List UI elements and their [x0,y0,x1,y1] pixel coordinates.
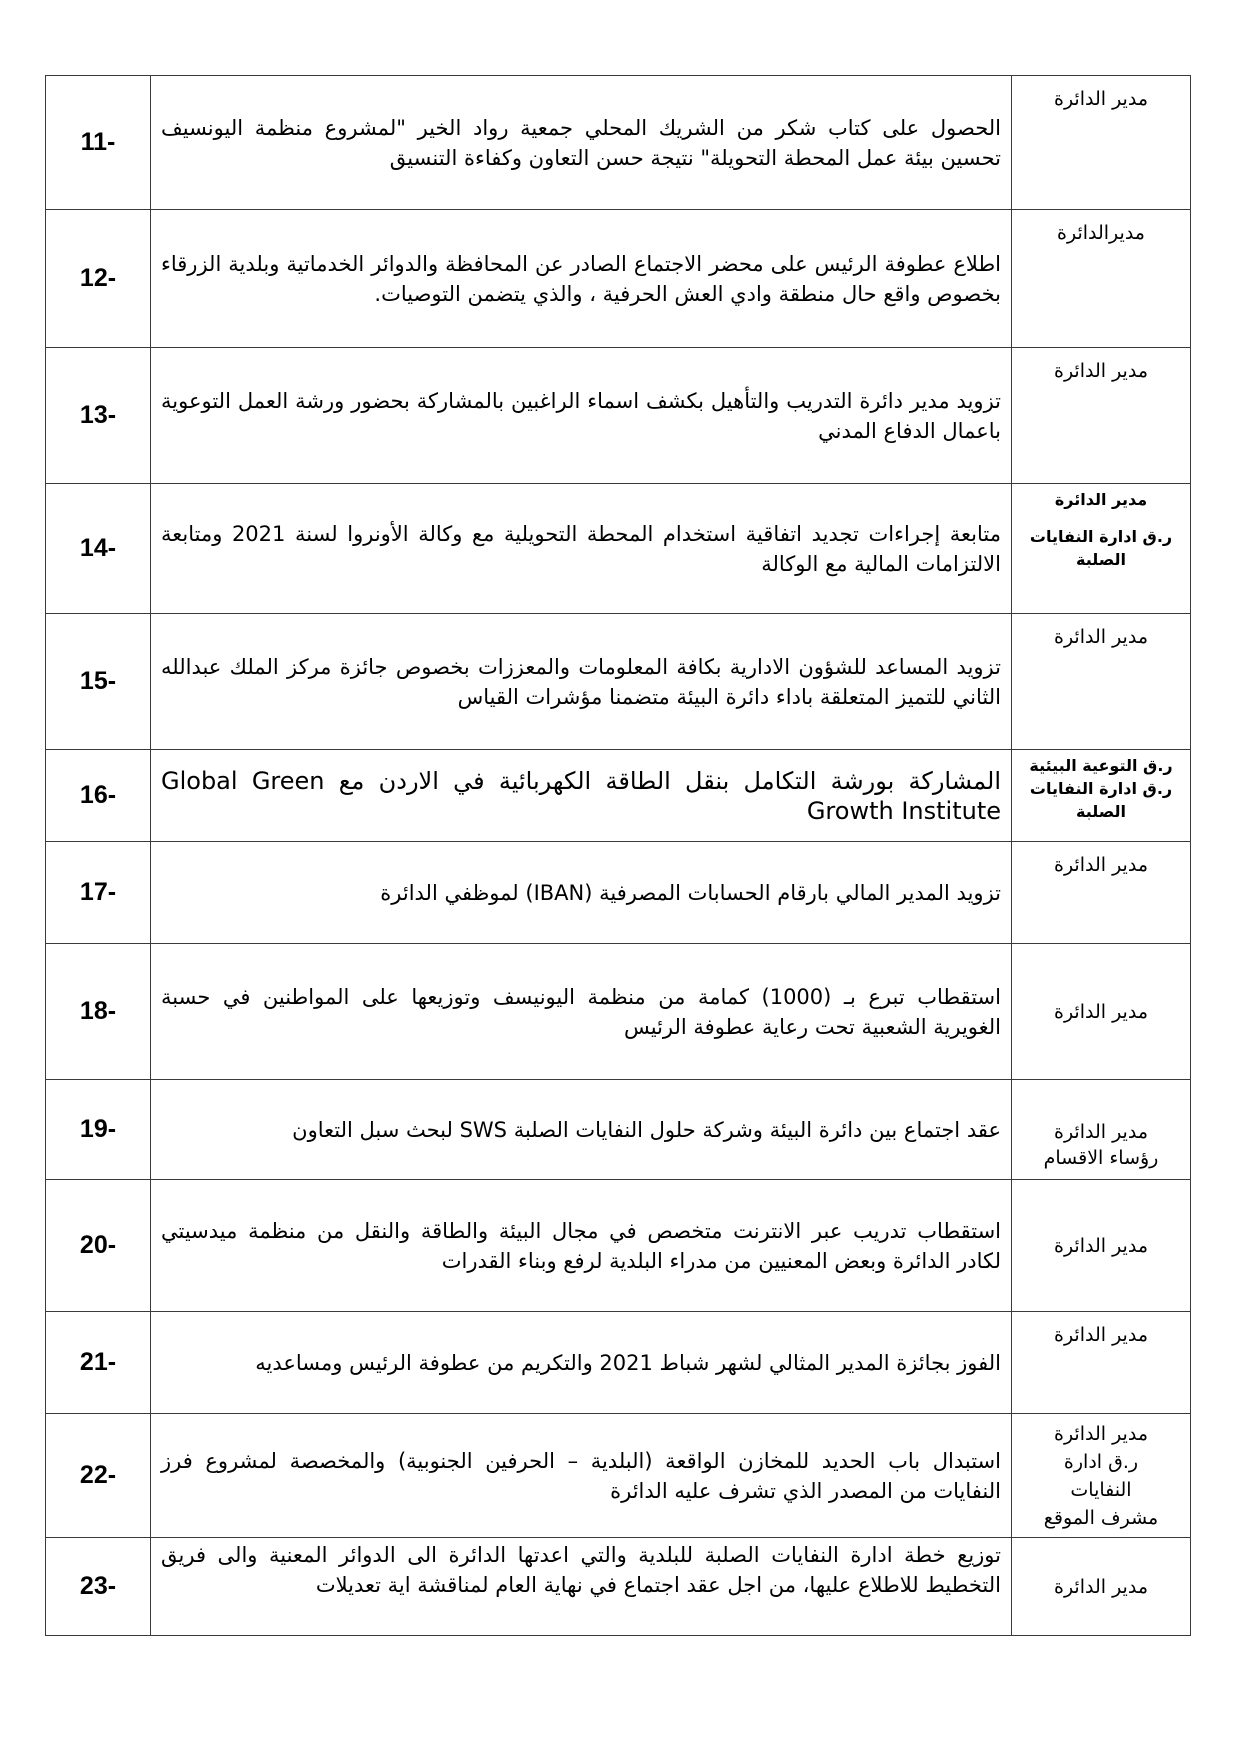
table-row [46,1538,1191,1636]
responsible-line: ر.ق التوعية البيئية [1029,756,1173,775]
row-responsible [1012,944,1191,1080]
row-description: متابعة إجراءات تجديد اتفاقية استخدام المحطة التحويلية مع وكالة الأونروا لسنة 2021 ومتابعة الالتزامات المالية مع الوكالة [151,484,1012,614]
row-responsible [1012,210,1191,348]
row-number: 21- [46,1312,151,1414]
table-row [46,1414,1191,1538]
responsible-line: الصلبة [1075,550,1127,569]
row-description: تزويد مدير دائرة التدريب والتأهيل بكشف اسماء الراغبين بالمشاركة بحضور ورشة العمل التوعوية باعمال الدفاع المدني [151,348,1012,484]
table-row [46,210,1191,348]
responsible-line: النفايات [1070,1479,1132,1501]
responsible-line: رؤساء الاقسام [1043,1146,1159,1169]
table-row [46,750,1191,842]
row-description: المشاركة بورشة التكامل بنقل الطاقة الكهربائية في الاردن مع Global Green Growth Institute [151,750,1012,842]
table-row [46,842,1191,944]
row-number: 22- [46,1414,151,1538]
responsible-line: مدير الدائرة [1053,360,1148,382]
row-responsible [1012,76,1191,210]
row-responsible [1012,484,1191,614]
row-responsible [1012,1180,1191,1312]
responsible-line: مدير الدائرة [1053,1120,1148,1143]
row-description: عقد اجتماع بين دائرة البيئة وشركة حلول النفايات الصلبة SWS لبحث سبل التعاون [151,1080,1012,1180]
row-responsible [1012,1414,1191,1538]
responsible-line: مديرالدائرة [1057,222,1145,244]
row-number: 16- [46,750,151,842]
table-row [46,614,1191,750]
row-description: الفوز بجائزة المدير المثالي لشهر شباط 2021 والتكريم من عطوفة الرئيس ومساعديه [151,1312,1012,1414]
table-row [46,1312,1191,1414]
row-description: استبدال باب الحديد للمخازن الواقعة (البلدية – الحرفين الجنوبية) والمخصصة لمشروع فرز النفايات من المصدر الذي تشرف عليه الدائرة [151,1414,1012,1538]
table-row [46,76,1191,210]
row-responsible [1012,1312,1191,1414]
responsible-line: مشرف الموقع [1043,1507,1159,1529]
row-description: استقطاب تبرع بـ (1000) كمامة من منظمة اليونيسف وتوزيعها على المواطنين في حسبة الغويرية الشعبية تحت رعاية عطوفة الرئيس [151,944,1012,1080]
responsible-line: مدير الدائرة [1053,1000,1148,1023]
row-number: 14- [46,484,151,614]
row-number: 15- [46,614,151,750]
row-description: استقطاب تدريب عبر الانترنت متخصص في مجال البيئة والطاقة والنقل من منظمة ميدسيتي لكادر الدائرة وبعض المعنيين من مدراء البلدية لرفع وبناء القدرات [151,1180,1012,1312]
row-number: 23- [46,1538,151,1636]
responsible-line: مدير الدائرة [1053,1324,1148,1346]
row-number: 11- [46,76,151,210]
responsible-line: مدير الدائرة [1053,88,1148,110]
row-description: تزويد المدير المالي بارقام الحسابات المصرفية (IBAN) لموظفي الدائرة [151,842,1012,944]
row-number: 17- [46,842,151,944]
row-responsible [1012,1080,1191,1180]
responsible-line: مدير الدائرة [1053,1575,1148,1598]
row-number: 12- [46,210,151,348]
responsible-line: مدير الدائرة [1053,854,1148,876]
responsible-line: ر.ق ادارة [1063,1451,1139,1473]
row-responsible [1012,750,1191,842]
row-responsible [1012,348,1191,484]
table-row [46,944,1191,1080]
row-responsible [1012,842,1191,944]
responsible-line: مدير الدائرة [1053,626,1148,648]
row-responsible [1012,1538,1191,1636]
row-number: 19- [46,1080,151,1180]
row-description: الحصول على كتاب شكر من الشريك المحلي جمعية رواد الخير "لمشروع منظمة اليونسيف تحسين بيئة عمل المحطة التحويلة" نتيجة حسن التعاون وكفاءة التنسيق [151,76,1012,210]
responsible-line: مدير الدائرة [1054,490,1148,509]
row-description: توزيع خطة ادارة النفايات الصلبة للبلدية والتي اعدتها الدائرة الى الدوائر المعنية والى فريق التخطيط للاطلاع عليها، من اجل عقد اجتماع في نهاية العام لمناقشة اية تعديلات [151,1538,1012,1636]
row-description: تزويد المساعد للشؤون الادارية بكافة المعلومات والمعززات بخصوص جائزة مركز الملك عبدالله الثاني للتميز المتعلقة باداء دائرة البيئة متضمنا مؤشرات القياس [151,614,1012,750]
responsible-line: مدير الدائرة [1053,1423,1148,1445]
responsible-line: ر.ق ادارة النفايات [1029,527,1173,546]
responsible-line: ر.ق ادارة النفايات [1029,779,1173,798]
responsible-line: الصلبة [1075,802,1127,821]
table-row [46,484,1191,614]
table-row [46,348,1191,484]
responsible-line: مدير الدائرة [1053,1234,1148,1257]
row-description: اطلاع عطوفة الرئيس على محضر الاجتماع الصادر عن المحافظة والدوائر الخدماتية وبلدية الزرقاء بخصوص واقع حال منطقة وادي العش الحرفية ، والذي يتضمن التوصيات. [151,210,1012,348]
row-responsible [1012,614,1191,750]
table-row [46,1180,1191,1312]
row-number: 13- [46,348,151,484]
activities-table [45,75,1191,1636]
table-row [46,1080,1191,1180]
row-number: 20- [46,1180,151,1312]
row-number: 18- [46,944,151,1080]
